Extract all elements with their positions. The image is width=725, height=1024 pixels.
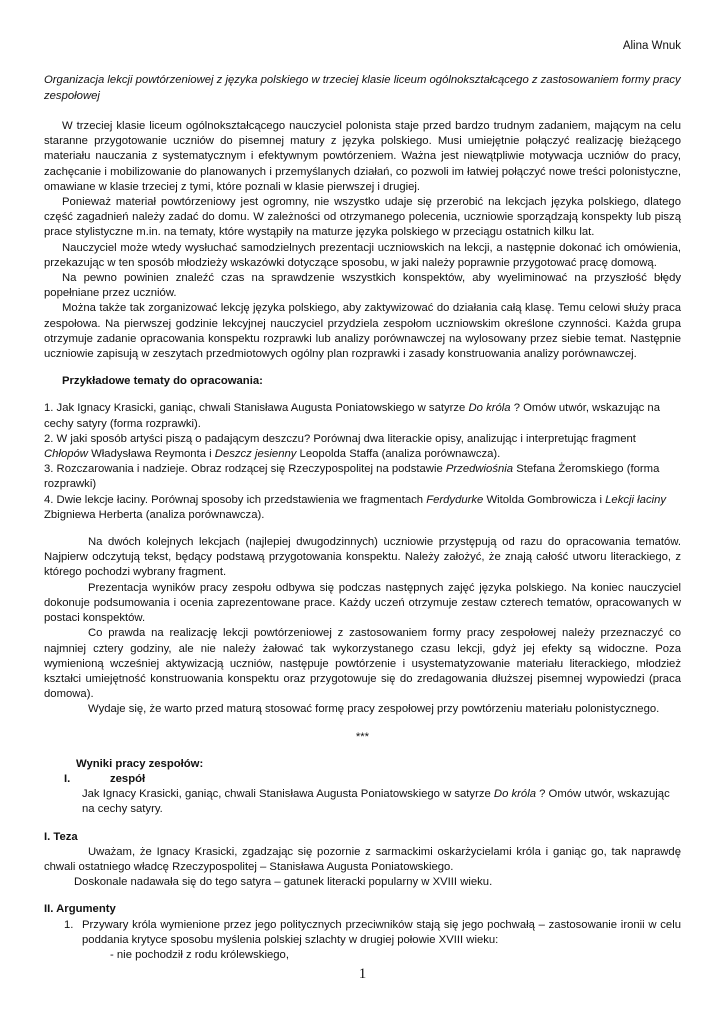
thesis-paragraph: Uważam, że Ignacy Krasicki, zgadzając się pozornie z sarmackimi oskarżycielami króla i ganiąc go, tak naprawdę chwali ostatniego władcę Rzeczypospolitej – Stanisława Augusta Poniatowskiego. (44, 845, 681, 873)
middle-paragraph: Co prawda na realizację lekcji powtórzeniowej z zastosowaniem formy pracy zespołowej należy przeznaczyć co najmniej cztery godziny, ale nie należy żałować tak wykorzystanego czasu lekcji, gdyż jej efekty są widoczne. Poza wymienioną wcześniej aktywizacją uczniów, następuje powtórzenie i usystematyzowanie materiału literackiego, młodzież kształci umiejętność konstruowania konspektu oraz przygotowuje się do zredagowania dłuższej pisemnej wypowiedzi (praca domowa). (44, 627, 681, 701)
middle-paragraph: Prezentacja wyników pracy zespołu odbywa się podczas następnych zajęć języka polskiego. Na koniec nauczyciel dokonuje podsumowania i ocenia zaprezentowane prace. Każdy uczeń otrzymuje zestaw czterech tematów, opracowanych w postaci konspektów. (44, 581, 681, 625)
topic-item: 1. Jak Ignacy Krasicki, ganiąc, chwali Stanisława Augusta Poniatowskiego w satyrze Do króla ? Omów utwór, wskazując na cechy satyry (forma rozprawki). (44, 402, 660, 430)
intro-paragraph: Można także tak zorganizować lekcję języka polskiego, aby zaktywizować do działania całą klasę. Temu celowi służy praca zespołowa. Na pierwszej godzinie lekcyjnej nauczyciel przydziela zespołom uczniowskim określone czynności. Każda grupa otrzymuje zadanie opracowania konspektu rozprawki lub analizy porównawczej na wylosowany przez siebie temat. Następnie uczniowie zapisują w zeszytach przedmiotowych ogólny plan rozprawki i zasady konstruowania analizy porównawczej. (44, 302, 681, 361)
section-separator: *** (355, 730, 370, 743)
middle-paragraph: Wydaje się, że warto przed maturą stosować formę pracy zespołowej przy powtórzeniu materiału polonistycznego. (88, 703, 660, 716)
team-topic: Jak Ignacy Krasicki, ganiąc, chwali Stanisława Augusta Poniatowskiego w satyrze Do króla ? Omów utwór, wskazując na cechy satyry. (82, 788, 670, 816)
intro-paragraph: Nauczyciel może wtedy wysłuchać samodzielnych prezentacji uczniowskich na lekcji, a następnie dokonać ich omówienia, przekazując w ten sposób młodzieży wskazówki dotyczące sposobu, w jaki należy poprawnie przygotować pracę domową. (44, 241, 681, 269)
middle-paragraph: Na dwóch kolejnych lekcjach (najlepiej dwugodzinnych) uczniowie przystępują od razu do opracowania tematów. Najpierw odczytują tekst, będący podstawą przygotowania konspektu. Należy założyć, że znają całość utworu literackiego, z którego pochodzi wybrany fragment. (44, 536, 681, 579)
topic-item: 2. W jaki sposób artyści piszą o padającym deszczu? Porównaj dwa literackie opisy, analizując i interpretując fragment Chłopów Władysława Reymonta i Deszcz jesienny Leopolda Staffa (analiza porównawcza). (44, 432, 636, 461)
topic-item: 3. Rozczarowania i nadzieje. Obraz rodzącej się Rzeczypospolitej na podstawie Przedwiośnia Stefana Żeromskiego (forma rozprawki) (44, 463, 660, 491)
arguments-heading: II. Argumenty (44, 903, 116, 916)
thesis-paragraph: Doskonale nadawała się do tego satyra – gatunek literacki popularny w XVIII wieku. (74, 876, 493, 889)
author-name: Alina Wnuk (622, 40, 681, 52)
results-heading: Wyniki pracy zespołów: (76, 757, 204, 770)
article-body (44, 119, 681, 963)
document-title: Organizacja lekcji powtórzeniowej z języka polskiego w trzeciej klasie liceum ogólnokształcącego z zastosowaniem formy pracy zespołowej (44, 74, 681, 102)
argument-item: 1. Przywary króla wymienione przez jego politycznych przeciwników stają się jego pochwałą – zastosowanie ironii w celu poddania krytyce sposobu myślenia polskiej szlachty w drugiej połowie XVIII wieku: - nie pochodził z rodu królewskiego, (44, 918, 681, 964)
topic-item: 4. Dwie lekcje łaciny. Porównaj sposoby ich przedstawienia we fragmentach Ferdydurke Witolda Gombrowicza i Lekcji łaciny Zbigniewa Herberta (analiza porównawcza). (44, 493, 667, 521)
topics-heading: Przykładowe tematy do opracowania: (62, 375, 263, 388)
intro-paragraph: Na pewno powinien znaleźć czas na sprawdzenie wszystkich konspektów, aby wyeliminować na przyszłość błędy popełniane przez uczniów. (44, 272, 681, 300)
intro-paragraph: Ponieważ materiał powtórzeniowy jest ogromny, nie wszystko udaje się przerobić na lekcjach języka polskiego, dlatego część zagadnień należy zadać do domu. W zależności od otrzymanego polecenia, uczniowie sporządzają konspekty lub piszą prace stylistyczne m.in. na tematy, które wystąpiły na maturze języka polskiego w przeciągu ostatnich kilku lat. (44, 196, 681, 239)
page-number: 1 (358, 966, 367, 982)
team-heading: I. zespół (64, 772, 146, 785)
thesis-heading: I. Teza (44, 830, 78, 843)
intro-paragraph: W trzeciej klasie liceum ogólnokształcącego nauczyciel polonista staje przed bardzo trudnym zadaniem, mającym na celu staranne przygotowanie uczniów do pisemnej matury z języka polskiego. Musi umiejętnie połączyć realizację bieżącego materiału nauczania z systematycznym i efektywnym powtórzeniem. Ważna jest niewątpliwie motywacja uczniów do pracy, zachęcanie i mobilizowanie do planowanych i przemyślanych działań, co pozwoli im łatwiej połączyć nowe treści polonistyczne, omawiane w klasie trzeciej z tymi, które poznali w klasie pierwszej i drugiej. (44, 120, 681, 193)
argument-subitem: - nie pochodził z rodu królewskiego, (110, 948, 289, 961)
